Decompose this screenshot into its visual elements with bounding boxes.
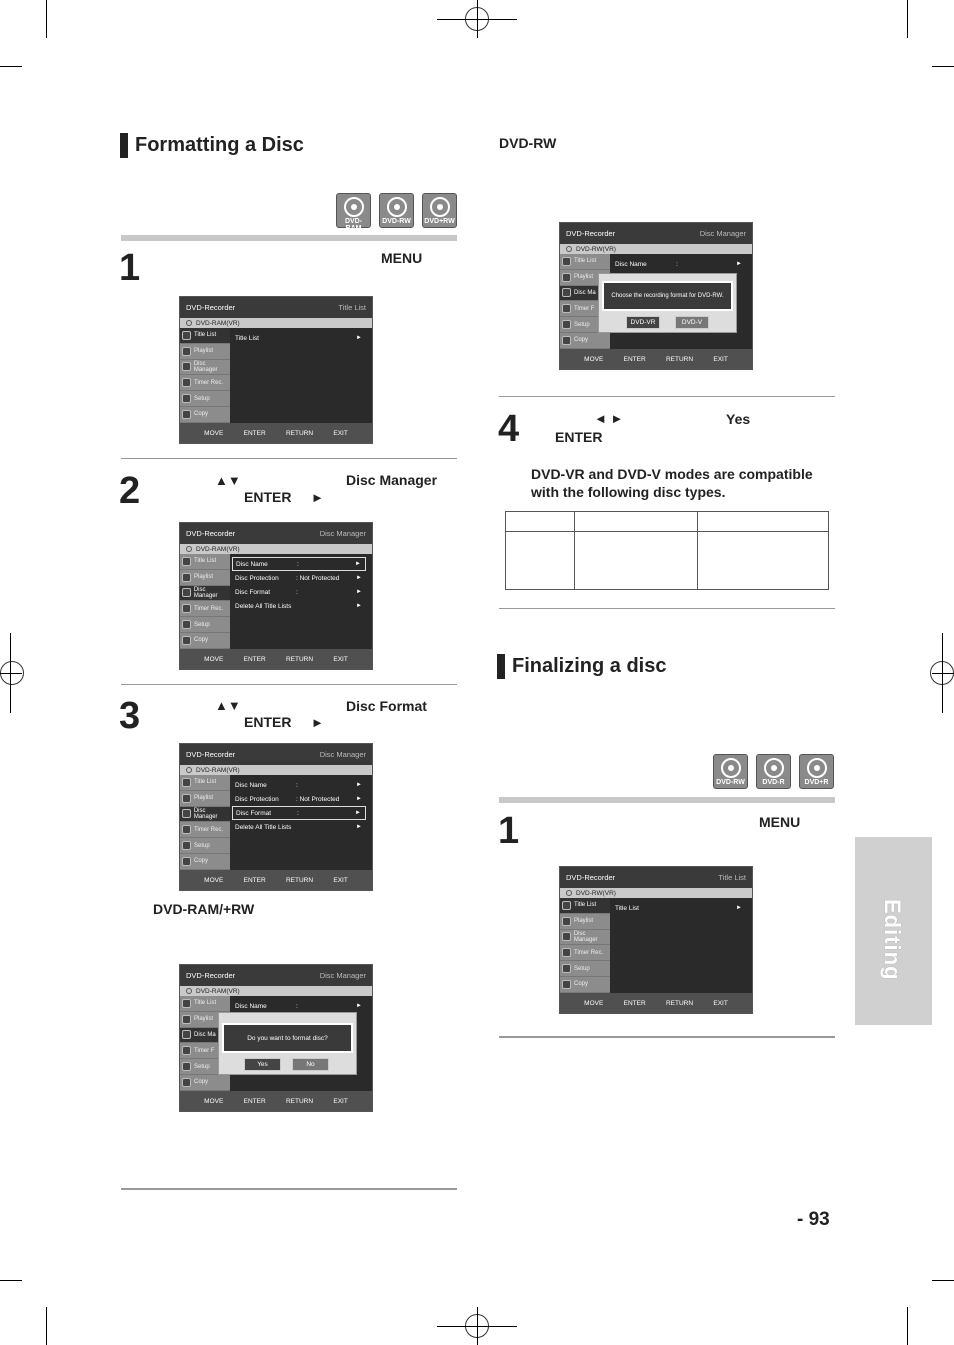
screen-rw-format-choice: DVD-Recorder Disc Manager DVD-RW(VR) Title List Playlist Disc Ma Timer F Setup Copy Disc Name : ► Choose the recording format for DVD-RW. DVD-VR DVD-V MOVE ENTER RETURN EXIT — [559, 222, 753, 370]
crop-mark — [942, 633, 943, 713]
crop-mark — [0, 673, 22, 674]
dvd-vr-button[interactable]: DVD-VR — [626, 316, 660, 329]
step-number: 2 — [119, 470, 141, 512]
keyword-enter: ENTER — [244, 489, 292, 505]
crop-mark — [907, 1307, 908, 1345]
step-number: 3 — [119, 695, 141, 737]
rw-format-dialog — [598, 273, 737, 333]
disc-icon — [186, 320, 192, 326]
label-dvd-rw: DVD-RW — [499, 135, 557, 151]
crop-mark — [46, 1307, 47, 1345]
crop-mark — [907, 0, 908, 38]
title-list-icon — [182, 331, 191, 340]
title-list-icon — [182, 557, 191, 566]
dvd-rw-icon: DVD-RW — [379, 193, 414, 228]
page-number: - 93 — [797, 1209, 830, 1230]
arrow-right-icon: ► — [311, 490, 324, 505]
disc-icon — [186, 988, 192, 994]
crop-mark — [932, 1280, 954, 1281]
timer-icon — [182, 825, 191, 834]
disc-manager-icon — [562, 932, 571, 941]
dialog-message: Do you want to format disc? — [222, 1023, 353, 1053]
keyword-disc-format: Disc Format — [346, 698, 427, 714]
up-down-arrows-icon: ▲▼ — [215, 473, 241, 488]
sub-label-dvd-ram-rw: DVD-RAM/+RW — [153, 901, 255, 917]
format-dialog — [218, 1012, 357, 1075]
dvd-rw-icon: DVD-RW — [713, 754, 748, 789]
keyword-menu: MENU — [759, 814, 801, 830]
crop-mark — [932, 66, 954, 67]
crop-mark — [477, 0, 478, 38]
step-number: 1 — [119, 247, 141, 289]
crop-mark — [0, 1280, 22, 1281]
section-title-formatting: Formatting a Disc — [120, 133, 304, 158]
timer-icon — [182, 378, 191, 387]
setup-icon — [182, 841, 191, 850]
arrow-right-icon: ► — [311, 715, 324, 730]
compatibility-table — [505, 511, 829, 590]
disc-manager-icon — [562, 288, 571, 297]
compatibility-note-line2: with the following disc types. — [531, 484, 726, 500]
setup-icon — [562, 320, 571, 329]
timer-icon — [182, 604, 191, 613]
copy-icon — [182, 1078, 191, 1087]
disc-manager-icon — [182, 1030, 191, 1039]
timer-icon — [562, 948, 571, 957]
disc-manager-icon — [182, 362, 191, 371]
crop-mark — [0, 66, 22, 67]
dvd-plus-rw-icon: DVD+RW — [422, 193, 457, 228]
playlist-icon — [182, 794, 191, 803]
no-button[interactable]: No — [292, 1058, 329, 1071]
title-list-icon — [182, 778, 191, 787]
screen-title-list-rw: DVD-Recorder Title List DVD-RW(VR) Title List Playlist Disc Manager Timer Rec. Setup Copy Title List ► MOVE ENTER RETURN EXIT — [559, 866, 753, 1014]
playlist-icon — [182, 347, 191, 356]
step-divider — [499, 396, 835, 397]
crop-mark — [477, 1307, 478, 1345]
screen-disc-manager-ram: DVD-Recorder Disc Manager DVD-RAM(VR) Title List Playlist Disc Manager Timer Rec. Setup Copy Disc Name : ► Disc Protection : Not Protected ► Disc Format : ► Delete All Title Lists ► MOVE ENTER RETURN EXIT — [179, 522, 373, 670]
left-right-arrows-icon: ◄ ► — [594, 411, 624, 426]
disc-manager-icon — [182, 809, 191, 818]
disc-icon — [186, 546, 192, 552]
step-divider — [121, 684, 457, 685]
crop-mark — [10, 633, 11, 713]
step-number: 1 — [498, 810, 520, 852]
disc-icon — [566, 246, 572, 252]
screen-disc-format-ram: DVD-Recorder Disc Manager DVD-RAM(VR) Title List Playlist Disc Manager Timer Rec. Setup Copy Disc Name : ► Disc Protection : Not Protected ► Disc Format : ► Delete All Title Lists ► MOVE ENTER RETURN EXIT — [179, 743, 373, 891]
timer-icon — [182, 1046, 191, 1055]
screen-title-list-ram: DVD-Recorder Title List DVD-RAM(VR) Title List Playlist Disc Manager Timer Rec. Setup Copy Title List ► MOVE ENTER RETURN EXIT — [179, 296, 373, 444]
crop-mark — [46, 0, 47, 38]
section-end-divider — [121, 1188, 457, 1190]
step-divider — [121, 458, 457, 459]
copy-icon — [182, 857, 191, 866]
setup-icon — [182, 1062, 191, 1071]
arrow-right-icon: ► — [356, 335, 362, 341]
setup-icon — [182, 620, 191, 629]
section-title-finalizing: Finalizing a disc — [497, 654, 666, 679]
keyword-menu: MENU — [381, 250, 423, 266]
section-end-divider — [499, 608, 835, 609]
copy-icon — [562, 336, 571, 345]
keyword-yes: Yes — [726, 411, 751, 427]
side-tab-editing: Editing — [855, 837, 932, 1025]
setup-icon — [182, 394, 191, 403]
title-list-icon — [182, 999, 191, 1008]
disc-icon — [186, 767, 192, 773]
keyword-disc-manager: Disc Manager — [346, 472, 438, 488]
dvd-v-button[interactable]: DVD-V — [675, 316, 709, 329]
playlist-icon — [562, 273, 571, 282]
title-list-icon — [562, 257, 571, 266]
section-divider — [121, 235, 457, 241]
dvd-r-icon: DVD-R — [756, 754, 791, 789]
yes-button[interactable]: Yes — [244, 1058, 281, 1071]
copy-icon — [182, 410, 191, 419]
keyword-enter: ENTER — [555, 429, 603, 445]
crop-mark — [932, 673, 954, 674]
screen-format-confirm: DVD-Recorder Disc Manager DVD-RAM(VR) Title List Playlist Disc Ma Timer F Setup Copy Disc Name : ► Do you want to format disc? Yes No MOVE ENTER RETURN EXIT — [179, 964, 373, 1112]
dialog-message: Choose the recording format for DVD-RW. — [602, 281, 733, 311]
section-end-divider — [499, 1036, 835, 1038]
section-divider — [499, 797, 835, 803]
keyword-enter: ENTER — [244, 714, 292, 730]
setup-icon — [562, 964, 571, 973]
disc-manager-icon — [182, 588, 191, 597]
playlist-icon — [182, 573, 191, 582]
compatibility-note-line1: DVD-VR and DVD-V modes are compatible — [531, 466, 813, 482]
dvd-plus-r-icon: DVD+R — [799, 754, 834, 789]
timer-icon — [562, 304, 571, 313]
copy-icon — [562, 980, 571, 989]
step-number: 4 — [498, 408, 520, 450]
copy-icon — [182, 636, 191, 645]
playlist-icon — [562, 917, 571, 926]
arrow-right-icon: ► — [736, 905, 742, 911]
playlist-icon — [182, 1015, 191, 1024]
dvd-ram-icon: DVD-RAM — [336, 193, 371, 228]
disc-icon — [566, 890, 572, 896]
title-list-icon — [562, 901, 571, 910]
up-down-arrows-icon: ▲▼ — [215, 698, 241, 713]
